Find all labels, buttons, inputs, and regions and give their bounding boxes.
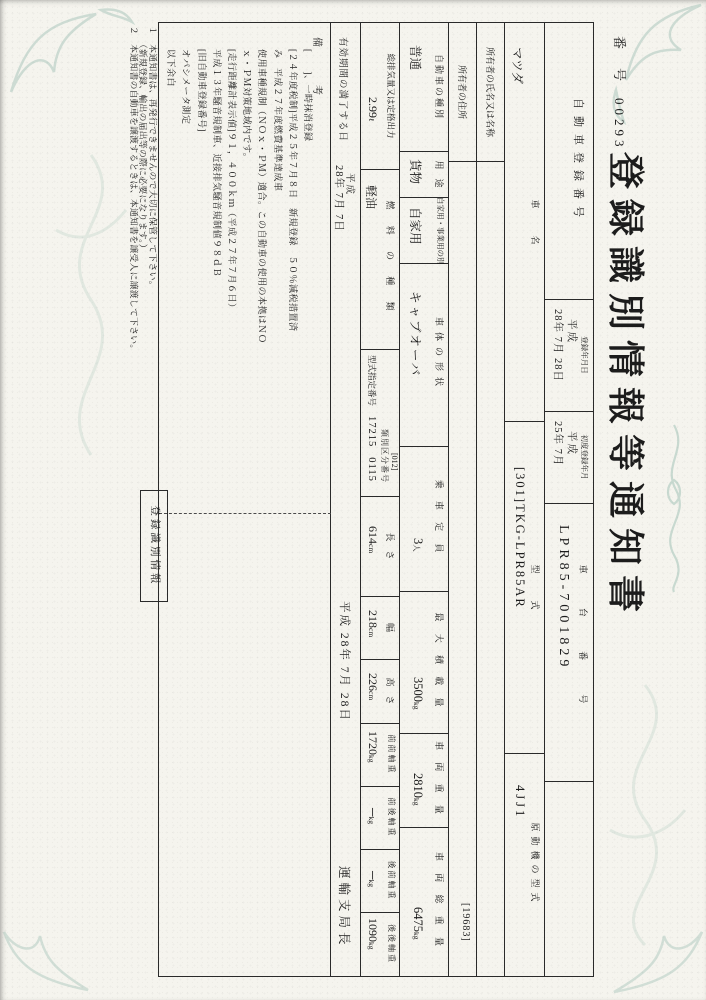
cell-private-business <box>400 197 449 264</box>
issuing-authority: 運輸支局長 <box>337 866 351 949</box>
cell-rear-rear-axle <box>361 912 400 976</box>
first-registration-label: 初度登録年月 <box>580 434 589 480</box>
cell-height <box>361 659 400 724</box>
cell-vehicle-class <box>400 23 449 152</box>
table-row <box>399 23 449 976</box>
first-registration-value: 25年 7月 <box>552 421 563 467</box>
cell-empty <box>545 781 593 976</box>
length-value: 614cm <box>366 526 380 554</box>
height-label: 高 さ <box>385 677 395 705</box>
document-number <box>611 36 630 151</box>
gross-weight-value: 6475kg <box>411 907 425 940</box>
width-label: 幅 <box>385 622 395 632</box>
cell-fuel-type <box>361 169 400 350</box>
cell-front-rear-axle <box>361 786 400 850</box>
cell-gross-weight <box>400 827 449 976</box>
cell-car-name <box>505 23 545 422</box>
remarks-line: 以下余白 <box>166 49 177 88</box>
owner-address-label: 所有者の住所 <box>457 64 467 119</box>
page-title: 登録識別情報等通知書 <box>604 152 645 622</box>
cell-expiry-date <box>331 23 361 318</box>
cell-owner-address-value <box>449 161 477 976</box>
cell-owner-address <box>449 23 477 162</box>
registration-date-era: 平成 <box>566 319 577 344</box>
registration-id-info-box: 登録識別情報 <box>140 490 168 602</box>
seating-capacity-value: 3人 <box>411 538 425 552</box>
table-row <box>476 23 505 976</box>
front-front-axle-value: 1720kg <box>366 731 380 763</box>
displacement-value: 2.99ℓ <box>366 97 380 122</box>
registration-date-value: 28年 7月 28日 <box>552 309 563 382</box>
rear-rear-axle-label: 後後軸重 <box>387 924 396 964</box>
rear-front-axle-value: ─kg <box>366 871 380 888</box>
max-load-value: 3500kg <box>411 677 425 710</box>
car-name-label: 車 名 <box>530 199 540 245</box>
table-row <box>544 23 593 976</box>
remarks-section <box>159 23 331 976</box>
issue-date: 平成 28年 7月 28日 <box>338 601 350 722</box>
document-number-label: 番 号 <box>612 36 627 85</box>
owner-name-label: 所有者の氏名又は名称 <box>485 46 495 137</box>
expiry-date-era: 平成 <box>344 173 354 197</box>
front-rear-axle-value: ─kg <box>366 808 380 825</box>
cell-max-load <box>400 591 449 734</box>
car-name-value: マツダ <box>510 47 524 85</box>
footer-notes <box>128 26 157 354</box>
bracket-code: [19683] <box>460 903 471 942</box>
footer-note: １ 本通知書は、再発行できませんので大切に保管して下さい。 <box>148 26 158 290</box>
expiry-date-label: 有効期間の満了する日 <box>337 37 347 143</box>
remarks-line: み 平成２７年度燃費基準達成車 <box>272 49 283 192</box>
seating-capacity-label: 乗 車 定 員 <box>434 479 444 558</box>
registration-number-label: 自動車登録番号 <box>572 98 584 224</box>
cell-rear-front-axle <box>361 849 400 913</box>
chassis-number-value: LPR85-7001829 <box>556 525 571 671</box>
front-rear-axle-label: 前後軸重 <box>387 797 396 838</box>
remarks-line: [旧自動車登録番号] <box>196 49 207 132</box>
registration-date-label: 登録年月日 <box>580 336 589 374</box>
type-designation-bracket: [012] <box>390 453 399 471</box>
cell-type-designation-numbers <box>361 349 400 497</box>
document-number-value: 00293 <box>612 98 627 151</box>
footer-note: （新規登録、輸出の届出等の際に必要になります。） <box>138 26 149 254</box>
engine-model-label: 原動機の型式 <box>530 822 540 907</box>
body-shape-value: キャブオーバ <box>408 291 422 378</box>
model-code-label: 型 式 <box>530 564 540 610</box>
cell-displacement <box>361 23 400 170</box>
use-type-label: 用 途 <box>434 160 444 188</box>
private-business-value: 自家用 <box>408 207 422 245</box>
cell-chassis-number <box>545 503 593 782</box>
rear-front-axle-label: 後前軸重 <box>387 860 396 901</box>
engine-model-value: 4JJ1 <box>513 785 527 820</box>
cell-first-registration <box>545 411 593 504</box>
private-business-label: 自家用・事業用の別 <box>436 197 445 265</box>
type-designation-number-value: 17215 <box>366 416 377 448</box>
gross-weight-label: 車 両 総 重 量 <box>434 851 444 951</box>
remarks-label: 備 考 <box>311 37 322 97</box>
classification-number-label: 類別区分番号 <box>380 429 389 483</box>
front-front-axle-label: 前前軸重 <box>387 734 396 775</box>
width-value: 218cm <box>366 610 380 638</box>
height-value: 226cm <box>366 673 380 701</box>
cell-engine-model <box>505 753 545 976</box>
classification-number-value: 0115 <box>366 457 377 482</box>
remarks-line: ｘ・ＰＭ対策地域内です。 <box>242 49 253 163</box>
table-row <box>504 23 545 976</box>
type-designation-line: 型式指定番号172150115 <box>366 355 377 482</box>
fuel-type-value: 軽油 <box>364 185 378 210</box>
rear-rear-axle-value: 1090kg <box>366 918 380 950</box>
max-load-label: 最 大 積 載 量 <box>434 612 444 712</box>
remarks-line: 使用車種規制（ＮＯｘ・ＰＭ）適合。この自動車の使用の本拠はＮＯ <box>257 49 268 344</box>
body-shape-label: 車体の形状 <box>434 316 444 392</box>
vehicle-weight-value: 2810kg <box>411 773 425 806</box>
footer-note: ２ 本通知書の自動車を譲渡するときは、本通知書を譲受人に譲渡して下さい。 <box>128 26 139 354</box>
vehicle-class-label: 自動車の種別 <box>434 53 444 120</box>
table-row <box>360 23 400 976</box>
model-code-value: [301]TKG-LPR85AR <box>513 467 527 609</box>
cell-owner-name <box>477 23 505 162</box>
chassis-number-label: 車 台 番 号 <box>578 564 588 720</box>
cell-body-shape <box>400 263 449 447</box>
cell-seating-capacity <box>400 446 449 592</box>
cell-model-code <box>505 421 545 754</box>
remarks-line: [ ]、一時抹消登録 <box>303 49 313 142</box>
remarks-line: [２４年度税制]平成２５年７月８日 新規登録 ５０％減税措置済 <box>287 49 298 332</box>
remarks-lines <box>163 49 315 344</box>
length-label: 長 さ <box>385 532 395 560</box>
cell-vehicle-weight <box>400 733 449 828</box>
cell-length <box>361 496 400 597</box>
vehicle-class-value: 普通 <box>408 45 422 71</box>
fuel-type-label: 燃 料 の 種 類 <box>385 200 395 318</box>
table-row <box>448 23 477 976</box>
cell-width <box>361 596 400 660</box>
vehicle-info-table <box>158 22 594 977</box>
cell-registration-date <box>545 299 593 412</box>
remarks-line: オパシメータ測定 <box>181 49 192 125</box>
first-registration-era: 平成 <box>566 431 577 456</box>
cell-registration-number <box>545 23 593 300</box>
cell-owner-name-value <box>477 161 505 976</box>
cell-front-front-axle <box>361 723 400 787</box>
use-type-value: 貨物 <box>408 159 422 185</box>
vehicle-weight-label: 車 両 重 量 <box>434 741 444 819</box>
displacement-label: 総排気量又は定格出力 <box>386 53 396 139</box>
table-row <box>330 23 361 976</box>
expiry-date-value: 28年 7月 7日 <box>333 165 344 232</box>
remarks-line: [走行距離計表示値]９１，４００ｋｍ（平成２７年７月６日） <box>226 49 237 313</box>
remarks-dashed-divider <box>159 513 331 514</box>
cell-use-type <box>400 151 449 198</box>
remarks-line: 平成１３年騒音規制車、近接排気騒音規制値９８ｄＢ <box>211 49 222 278</box>
